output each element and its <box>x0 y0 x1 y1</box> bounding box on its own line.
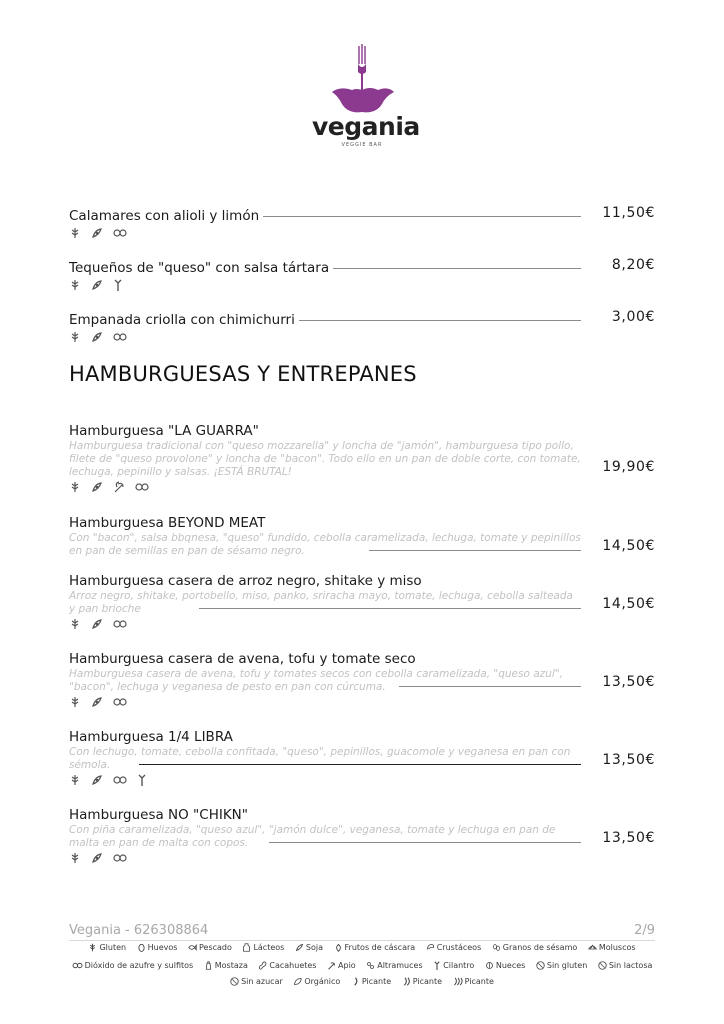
soy-icon <box>91 774 103 786</box>
item-price: 8,20€ <box>611 257 655 273</box>
section-title: HAMBURGUESAS Y ENTREPANES <box>69 362 417 386</box>
egg-icon <box>137 943 146 952</box>
legend-cilantro: Cilantro <box>433 961 474 970</box>
allergen-legend-row-2 <box>0 961 724 970</box>
item-name: Hamburguesa "LA GUARRA" <box>69 423 263 440</box>
item-description: Con lechugo, tomate, cebolla confitada, "queso", pepinillos, guacomole y veganesa en pan con sémola. <box>69 746 571 771</box>
gluten-icon <box>69 774 81 786</box>
gluten-icon <box>69 481 81 493</box>
legend-peanuts: Cacahuetes <box>258 961 316 970</box>
organic-icon <box>293 977 302 986</box>
dotted-leader <box>289 320 581 321</box>
soy-icon <box>91 331 103 343</box>
soy-icon <box>91 481 103 493</box>
soy-icon <box>91 618 103 630</box>
fork-leaf-logo-icon <box>326 42 398 116</box>
allergen-icons <box>69 618 655 632</box>
item-price: 3,00€ <box>611 309 655 325</box>
gluten-icon <box>88 943 97 952</box>
soy-icon <box>91 696 103 708</box>
lupin-icon <box>366 961 375 970</box>
menu-item-no-chikn <box>69 804 655 866</box>
legend-sesame: Granos de sésamo <box>492 943 577 952</box>
gluten-icon <box>69 331 81 343</box>
soy-icon <box>91 279 103 291</box>
spicy-2-icon <box>402 977 411 986</box>
allergen-icons <box>69 227 655 241</box>
gluten-icon <box>69 852 81 864</box>
mollusc-icon <box>588 943 597 952</box>
soy-icon <box>91 852 103 864</box>
allergen-icons <box>69 279 655 293</box>
milk-icon <box>242 943 251 952</box>
sulfites-icon <box>113 331 127 343</box>
allergen-icons <box>69 774 655 788</box>
legend-egg: Huevos <box>137 943 178 952</box>
nut-icon <box>334 943 343 952</box>
item-price: 19,90€ <box>602 459 655 475</box>
page-number: 2/9 <box>634 923 655 938</box>
menu-item-beyond-meat <box>69 512 655 558</box>
lactose-free-icon <box>598 961 607 970</box>
fish-icon <box>188 943 197 952</box>
menu-item-arroz-negro <box>69 570 655 632</box>
item-description: Arroz negro, shitake, portobello, miso, panko, sriracha mayo, tomate, lechuga, cebolla salteada y pan brioche <box>69 590 573 615</box>
peanut-icon <box>258 961 267 970</box>
gluten-free-icon <box>536 961 545 970</box>
legend-sulfites: Dióxido de azufre y sulfitos <box>72 961 194 970</box>
celery-icon <box>327 961 336 970</box>
legend-lactose-free: Sin lactosa <box>598 961 653 970</box>
item-name: Calamares con alioli y limón <box>69 208 263 225</box>
legend-gluten: Gluten <box>88 943 126 952</box>
item-name: Hamburguesa NO "CHIKN" <box>69 807 252 824</box>
cilantro-icon <box>113 279 123 291</box>
gluten-icon <box>69 696 81 708</box>
menu-item-cuarto-libra <box>69 726 655 788</box>
menu-item-calamares <box>69 205 655 241</box>
dotted-leader <box>249 216 581 217</box>
soy-icon <box>91 227 103 239</box>
item-price: 13,50€ <box>602 830 655 846</box>
crustacean-icon <box>426 943 435 952</box>
sulfites-icon <box>113 774 127 786</box>
gluten-icon <box>69 618 81 630</box>
soy-icon <box>295 943 304 952</box>
walnut-icon <box>485 961 494 970</box>
allergen-legend-row-3 <box>0 977 724 986</box>
item-price: 14,50€ <box>602 596 655 612</box>
allergen-icons <box>69 481 655 495</box>
menu-item-la-guarra <box>69 420 655 495</box>
legend-milk: Lácteos <box>242 943 284 952</box>
menu-item-tequenos <box>69 257 655 293</box>
legend-gluten-free: Sin gluten <box>536 961 587 970</box>
sulfites-icon <box>113 618 127 630</box>
item-name: Hamburguesa 1/4 LIBRA <box>69 729 237 746</box>
item-price: 11,50€ <box>602 205 655 221</box>
legend-mustard: Mostaza <box>204 961 248 970</box>
item-description: Con piña caramelizada, "queso azul", "jamón dulce", veganesa, tomate y lechuga en pan de malta en pan de malta con copos. <box>69 824 556 849</box>
cilantro-icon <box>137 774 147 786</box>
spicy-1-icon <box>351 977 360 986</box>
legend-soy: Soja <box>295 943 323 952</box>
legend-spicy-3: Picante <box>453 977 494 986</box>
legend-nuts: Frutos de cáscara <box>334 943 416 952</box>
dotted-leader <box>319 268 581 269</box>
item-name: Hamburguesa casera de avena, tofu y tomate seco <box>69 651 420 668</box>
allergen-icons <box>69 852 655 866</box>
spicy-3-icon <box>453 977 463 986</box>
legend-spicy-2: Picante <box>402 977 442 986</box>
sulfites-icon <box>113 696 127 708</box>
footer-contact: Vegania - 626308864 <box>69 923 209 938</box>
item-price: 13,50€ <box>602 752 655 768</box>
legend-lupins: Altramuces <box>366 961 422 970</box>
legend-fish: Pescado <box>188 943 232 952</box>
item-description: Hamburguesa tradicional con "queso mozzarella" y loncha de "jamón", hamburguesa tipo pollo, filete de "queso provolone" y loncha de "bacon". Todo ello en un pan de doble corte, con tomate, lechuga, pepinillo y salsas. ¡ESTÁ BRUTAL! <box>69 440 581 478</box>
celery-icon <box>113 481 125 493</box>
item-name: Hamburguesa casera de arroz negro, shitake y miso <box>69 573 426 590</box>
item-price: 14,50€ <box>602 538 655 554</box>
legend-organic: Orgánico <box>293 977 340 986</box>
menu-item-empanada <box>69 309 655 345</box>
item-description: Con "bacon", salsa bbqnesa, "queso" fundido, cebolla caramelizada, lechuga, tomate y pepinillos en pan de semillas en pan de sésamo negro. <box>69 532 581 557</box>
gluten-icon <box>69 227 81 239</box>
sulfites-icon <box>72 961 83 970</box>
allergen-legend-row-1 <box>0 943 724 952</box>
item-name: Tequeños de "queso" con salsa tártara <box>69 260 333 277</box>
footer-divider <box>69 940 655 941</box>
sulfites-icon <box>113 852 127 864</box>
brand-subtitle: VEGGIE BAR <box>341 142 383 148</box>
item-name: Empanada criolla con chimichurri <box>69 312 299 329</box>
cilantro-icon <box>433 961 441 970</box>
item-price: 13,50€ <box>602 674 655 690</box>
brand-logo <box>312 42 420 160</box>
allergen-icons <box>69 331 655 345</box>
allergen-icons <box>69 696 655 710</box>
sesame-icon <box>492 943 501 952</box>
legend-spicy-1: Picante <box>351 977 391 986</box>
legend-molluscs: Moluscos <box>588 943 636 952</box>
menu-item-avena-tofu <box>69 648 655 710</box>
sulfites-icon <box>113 227 127 239</box>
item-name: Hamburguesa BEYOND MEAT <box>69 515 269 532</box>
sulfites-icon <box>135 481 149 493</box>
mustard-icon <box>204 961 213 970</box>
item-description: Hamburguesa casera de avena, tofu y tomates secos con cebolla caramelizada, "queso azul", "bacon", lechuga y veganesa de pesto en pan con cúrcuma. <box>69 668 563 693</box>
sugar-free-icon <box>230 977 239 986</box>
legend-walnuts: Nueces <box>485 961 525 970</box>
legend-sugar-free: Sin azucar <box>230 977 283 986</box>
legend-crustaceans: Crustáceos <box>426 943 482 952</box>
brand-name: vegania <box>312 112 420 141</box>
legend-celery: Apio <box>327 961 356 970</box>
gluten-icon <box>69 279 81 291</box>
